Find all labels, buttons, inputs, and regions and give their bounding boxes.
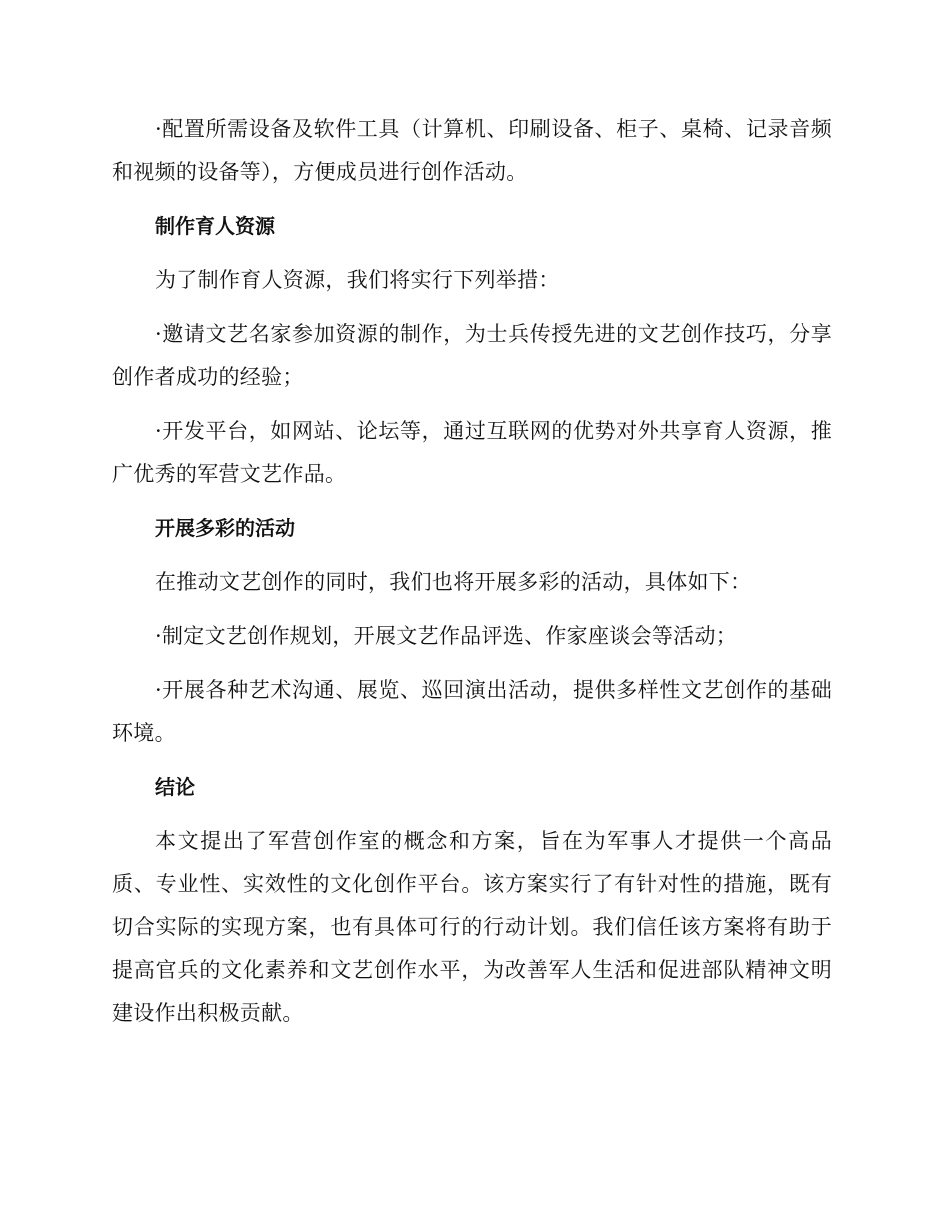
paragraph-activities-intro: 在推动文艺创作的同时，我们也将开展多彩的活动，具体如下： <box>155 570 752 594</box>
bullet-creation-plan: ·制定文艺创作规划，开展文艺作品评选、作家座谈会等活动； <box>155 624 738 648</box>
bullet-equipment: ·配置所需设备及软件工具（计算机、印刷设备、柜子、桌椅、记录音频和视频的设备等），方便成员进行创作活动。 <box>112 117 832 184</box>
bullet-art-exchange: ·开展各种艺术沟通、展览、巡回演出活动，提供多样性文艺创作的基础环境。 <box>112 678 832 745</box>
section-heading-activities: 开展多彩的活动 <box>155 516 295 540</box>
section-heading-conclusion: 结论 <box>155 775 195 799</box>
bullet-invite-artists: ·邀请文艺名家参加资源的制作，为士兵传授先进的文艺创作技巧，分享创作者成功的经验； <box>112 322 832 389</box>
bullet-develop-platform: ·开发平台，如网站、论坛等，通过互联网的优势对外共享育人资源，推广优秀的军营文艺作品。 <box>112 419 832 486</box>
section-heading-resources: 制作育人资源 <box>155 214 275 238</box>
document-body <box>112 108 832 1046</box>
paragraph-conclusion: 本文提出了军营创作室的概念和方案，旨在为军事人才提供一个高品质、专业性、实效性的文化创作平台。该方案实行了有针对性的措施，既有切合实际的实现方案，也有具体可行的行动计划。我们信任该方案将有助于提高官兵的文化素养和文艺创作水平，为改善军人生活和促进部队精神文明建设作出积极贡献。 <box>112 829 832 1025</box>
paragraph-resources-intro: 为了制作育人资源，我们将实行下列举措： <box>155 268 560 292</box>
